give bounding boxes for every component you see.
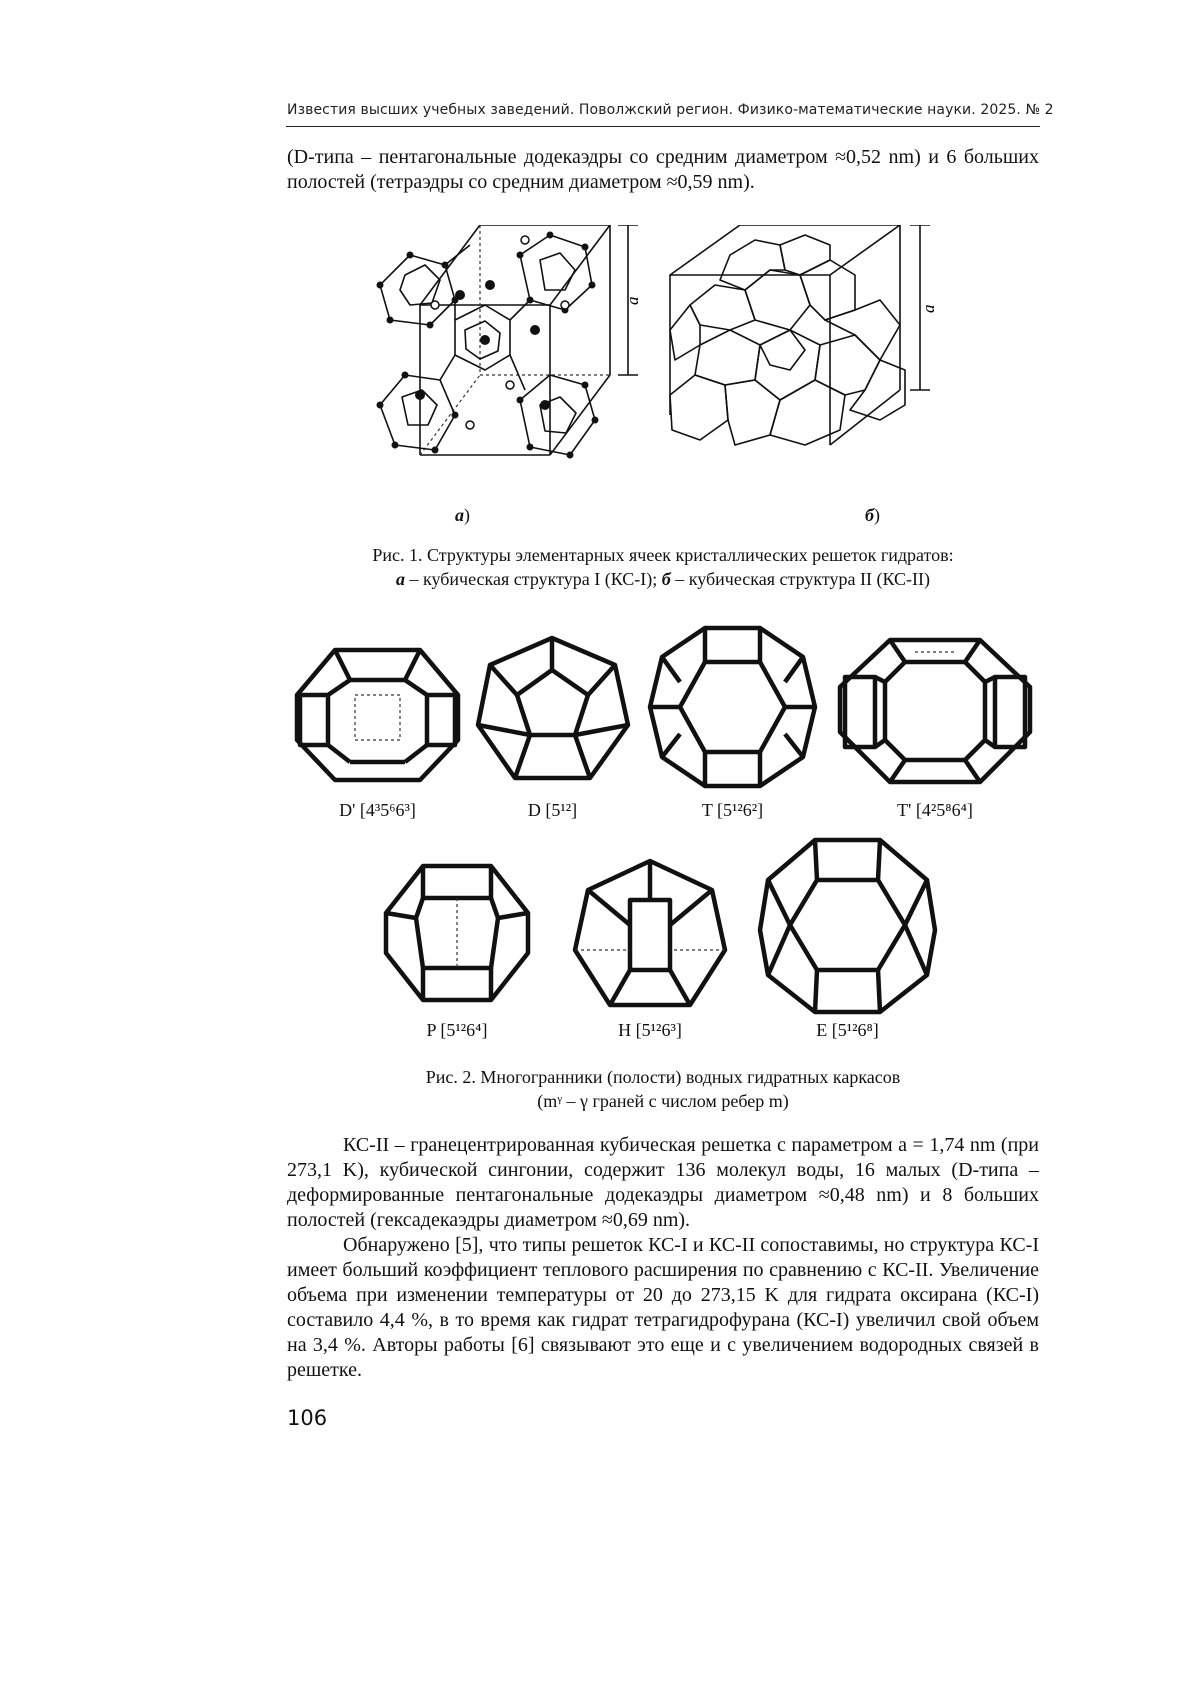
body-text — [287, 1133, 1039, 1383]
poly-name: T' — [897, 800, 912, 820]
poly-formula: [5¹²6⁸] — [831, 1020, 879, 1040]
caption-b-letter: б — [661, 569, 671, 589]
figure-1b-ks2-structure — [670, 225, 938, 445]
poly-formula: [4³5⁶6³] — [359, 800, 416, 820]
polyhedron-e — [755, 835, 940, 1017]
polyhedron-h-label — [570, 1020, 730, 1041]
caption-a-letter: а — [395, 569, 405, 589]
poly-formula: [5¹²] — [545, 800, 578, 820]
axis-label-a-left: a — [623, 296, 642, 305]
polyhedron-d-prime — [290, 640, 465, 790]
poly-name: D' — [339, 800, 356, 820]
polyhedron-d-prime-label — [290, 800, 465, 821]
poly-name: T — [701, 800, 713, 820]
poly-name: D — [527, 800, 541, 820]
poly-formula: [5¹²6⁴] — [440, 1020, 488, 1040]
figure-2-caption — [287, 1065, 1039, 1113]
caption-b-text: – кубическая структура II (КС-II) — [670, 569, 930, 589]
polyhedron-t — [645, 622, 820, 792]
running-header: Известия высших учебных заведений. Поволжский регион. Физико-математические науки. 2025. № 2 — [287, 102, 1054, 118]
intro-paragraph — [287, 145, 1039, 195]
polyhedron-t-prime-label — [835, 800, 1035, 821]
intro-text: (D-типа – пентагональные додекаэдры со средним диаметром ≈0,52 nm) и 6 больших полостей (тетраэдры со средним диаметром ≈0,59 nm). — [287, 146, 1039, 193]
poly-name: E — [816, 1020, 828, 1040]
figure-1a-letter: а — [455, 505, 464, 525]
polyhedron-e-label — [755, 1020, 940, 1041]
polyhedron-p-label — [378, 1020, 536, 1041]
figure-2-caption-line2: (mᵞ – γ граней с числом ребер m) — [537, 1091, 789, 1111]
figure-1-caption — [287, 543, 1039, 591]
poly-formula: [4²5⁸6⁴] — [915, 800, 973, 820]
caption-a-text: – кубическая структура I (КС-I); — [404, 569, 662, 589]
figure-1b-letter: б — [865, 505, 874, 525]
figure-1a-ks1-structure — [377, 225, 643, 459]
figure-1b-label: б) — [865, 505, 880, 525]
paragraph-ks2: КС-II – гранецентрированная кубическая решетка с параметром a = 1,74 nm (при 273,1 K), кубической сингонии, содержит 136 молекул воды, 16 малых (D-типа – деформированные пентагональные додекаэдры диаметром ≈0,48 nm) и 8 больших полостей (гексадекаэдры диаметром ≈0,69 nm). — [287, 1134, 1039, 1231]
poly-name: P — [426, 1020, 436, 1040]
poly-formula: [5¹²6²] — [716, 800, 764, 820]
poly-formula: [5¹²6³] — [635, 1020, 682, 1040]
figure-1-caption-line2 — [287, 567, 1039, 591]
figure-1a-label: а) — [455, 505, 470, 525]
page-number: 106 — [287, 1406, 328, 1430]
polyhedron-p — [378, 858, 536, 1008]
figure-2-caption-line1: Рис. 2. Многогранники (полости) водных гидратных каркасов — [425, 1067, 901, 1087]
poly-name: H — [618, 1020, 632, 1040]
paragraph-found: Обнаружено [5], что типы решеток КС-I и КС-II сопоставимы, но структура КС-I имеет больший коэффициент теплового расширения по сравнению с КС-II. Увеличение объема при изменении температуры от 20 до 273,15 K для гидрата оксирана (КС-I) составило 4,4 %, в то время как гидрат тетрагидрофурана (КС-I) увеличил свой объем на 3,4 %. Авторы работы [6] связывают это еще и с увеличением водородных связей в решетке. — [287, 1234, 1039, 1381]
polyhedron-t-label — [645, 800, 820, 821]
polyhedron-d-label — [470, 800, 635, 821]
header-rule — [286, 126, 1040, 127]
figure-1-caption-line1: Рис. 1. Структуры элементарных ячеек кристаллических решеток гидратов: — [372, 545, 954, 565]
axis-label-a-right: a — [919, 304, 938, 313]
polyhedron-t-prime — [835, 632, 1035, 790]
figure-1-unit-cells — [360, 225, 960, 515]
polyhedron-h — [570, 855, 730, 1013]
polyhedron-d — [470, 630, 635, 790]
